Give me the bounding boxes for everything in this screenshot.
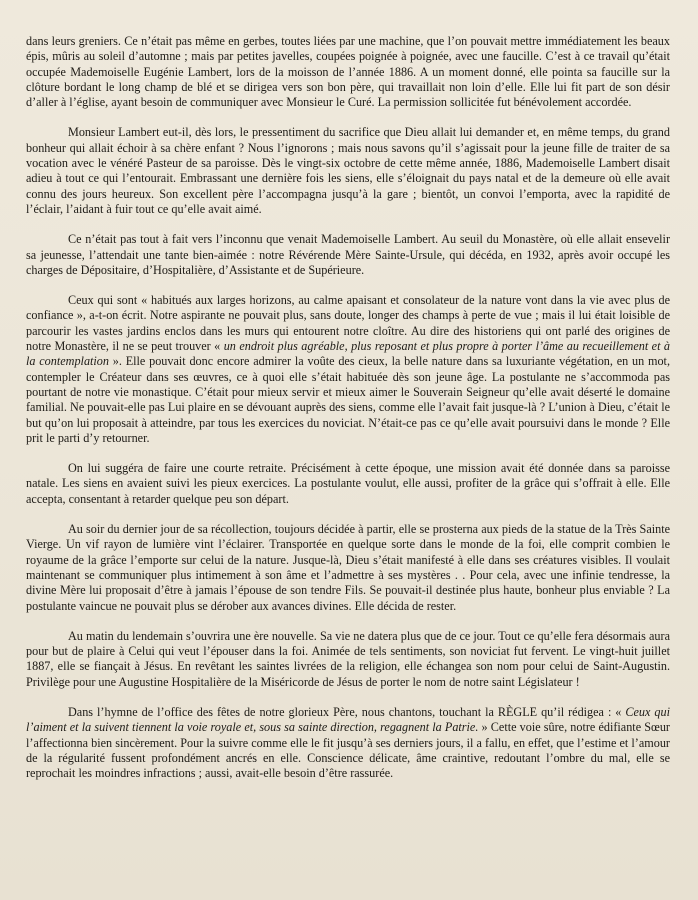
document-body (26, 34, 670, 781)
text-run: Ce n’était pas tout à fait vers l’inconnu que venait Mademoiselle Lambert. Au seuil du Monastère, où elle allait ensevelir sa jeunesse, l’attendait une tante bien-aimée : notre Révérende Mère Sainte-Ursule, qui décéda, en 1932, après avoir occupé les charges de Dépositaire, d’Hospitalière, d’Assistante et de Supérieure. (26, 232, 670, 277)
text-run: ». Elle pouvait donc encore admirer la voûte des cieux, la belle nature dans sa luxuriante végétation, en un mot, contempler le Créateur dans ses œuvres, ce à quoi elle s’était habituée dès son jeune âge. La postulante ne s’accommoda pas pourtant de notre vie monastique. C’était pour mieux servir et mieux aimer le Souverain Seigneur qu’elle avait déserté le domaine familial. Ne pouvait-elle pas Lui plaire en se dévouant auprès des siens, comme elle l’avait fait jusque-là ? L’union à Dieu, c’était le but qu’on lui proposait à atteindre, par tous les exercices du noviciat. N’était-ce pas ce qu’elle avait poursuivi dans le monde ? Elle prit le parti d’y retourner. (26, 354, 670, 445)
text-run: Au matin du lendemain s’ouvrira une ère nouvelle. Sa vie ne datera plus que de ce jour. Tout ce qu’elle fera désormais aura pour but de plaire à Celui qui veut l’épouser dans la foi. Animée de tels sentiments, son noviciat fut fervent. Le vingt-huit juillet 1887, elle se fiançait à Jésus. En revêtant les saintes livrées de la religion, elle échangea son nom pour celui de Saint-Augustin. Privilège pour une Augustine Hospitalière de la Miséricorde de Jésus de porter le nom de notre saint Législateur ! (26, 628, 670, 689)
paragraph-3 (26, 232, 670, 278)
paragraph-2 (26, 125, 670, 217)
text-run: Dans l’hymne de l’office des fêtes de notre glorieux Père, nous chantons, touchant la RÈGLE qu’il rédigea : « (68, 704, 626, 719)
text-run: dans leurs greniers. Ce n’était pas même en gerbes, toutes liées par une machine, que l’on pouvait mettre immédiatement les beaux épis, mûris au soleil d’automne ; mais par petites javelles, coupées poignée à poignée, avec une faucille. C’est à ce travail qu’était occupée Mademoiselle Eugénie Lambert, lors de la moisson de l’année 1886. A un moment donné, elle pointa sa faucille sur la clôture bordant le long champ de blé et se dirigea vers son bon père, qui travaillait non loin d’elle. Elle lui fit part de son désir d’aller à l’église, ayant besoin de communiquer avec Monsieur le Curé. La permission sollicitée fut bénévolement accordée. (26, 34, 670, 110)
paragraph-8 (26, 705, 670, 781)
text-run: Au soir du dernier jour de sa récollection, toujours décidée à partir, elle se prosterna aux pieds de la statue de la Très Sainte Vierge. Un vif rayon de lumière vint l’éclairer. Transportée en quelque sorte dans le monde de la foi, elle comprit combien le royaume de la grâce l’emporte sur celui de la nature. Jusque-là, Dieu s’était manifesté à elle dans ses créatures visibles. Il voulait maintenant se communiquer plus intimement à son âme et l’admettre à ses mystères . . Pour cela, avec une infinie tendresse, la divine Mère lui proposait d’être à jamais l’épouse de son tendre Fils. Se pouvait-il destinée plus haute, bonheur plus enviable ? La postulante vaincue ne pouvait plus se dérober aux avances divines. Elle décida de rester. (26, 522, 670, 613)
paragraph-6 (26, 522, 670, 614)
italic-quote: un endroit plus agréable, plus reposant et plus propre à porter l’âme au recueillement et à la contemplation (26, 339, 670, 369)
italic-quote: Ceux qui l’aiment et la suivent tiennent la voie royale et, sous sa sainte direction, regagnent la Patrie. (26, 704, 670, 735)
paragraph-5 (26, 461, 670, 507)
text-run: Ceux qui sont « habitués aux larges horizons, au calme apaisant et consolateur de la nature vont dans la vie avec plus de confiance », a-t-on écrit. Notre aspirante ne pouvait plus, sans doute, longer des champs à perte de vue ; mais il lui était loisible de parcourir les vastes jardins enclos dans les murs qui entourent notre cloître. Au dire des historiens qui ont parlé des origines de notre Monastère, il ne se peut trouver « (26, 293, 670, 354)
paragraph-7 (26, 629, 670, 690)
text-run: » Cette voie sûre, notre édifiante Sœur l’affectionna bien sincèrement. Pour la suivre comme elle le fit jusqu’à ses derniers jours, il a fallu, en effet, que l’estime et l’amour de la régularité fussent profondément ancrés en elle. Conscience délicate, âme craintive, redoutant l’ombre du mal, elle se reprochait les moindres infractions ; aussi, avait-elle besoin d’être rassurée. (26, 720, 670, 781)
text-run: Monsieur Lambert eut-il, dès lors, le pressentiment du sacrifice que Dieu allait lui demander et, en même temps, du grand bonheur qui allait échoir à sa chère enfant ? Nous l’ignorons ; mais nous savons qu’il s’agissait pour la jeune fille de traiter de sa vocation avec le vénéré Pasteur de sa paroisse. Dès le vingt-six octobre de cette même année, 1886, Mademoiselle Lambert disait adieu à tout ce qui l’entourait. Embrassant une dernière fois les siens, elle s’éloignait du pays natal et de la demeure où elle avait connu des jours heureux. Son excellent père l’accompagna jusqu’à la gare ; bientôt, un convoi l’emporta, avec la rapidité de l’éclair, l’aidant à fuir tout ce qu’elle avait aimé. (26, 125, 670, 216)
text-run: On lui suggéra de faire une courte retraite. Précisément à cette époque, une mission avait été donnée dans sa paroisse natale. Les siens en avaient suivi les pieux exercices. La postulante voulut, elle aussi, profiter de la grâce qui s’offrait à elle. Elle accepta, consentant à retarder quelque peu son départ. (26, 461, 670, 506)
paragraph-4 (26, 293, 670, 446)
paragraph-1 (26, 34, 670, 110)
